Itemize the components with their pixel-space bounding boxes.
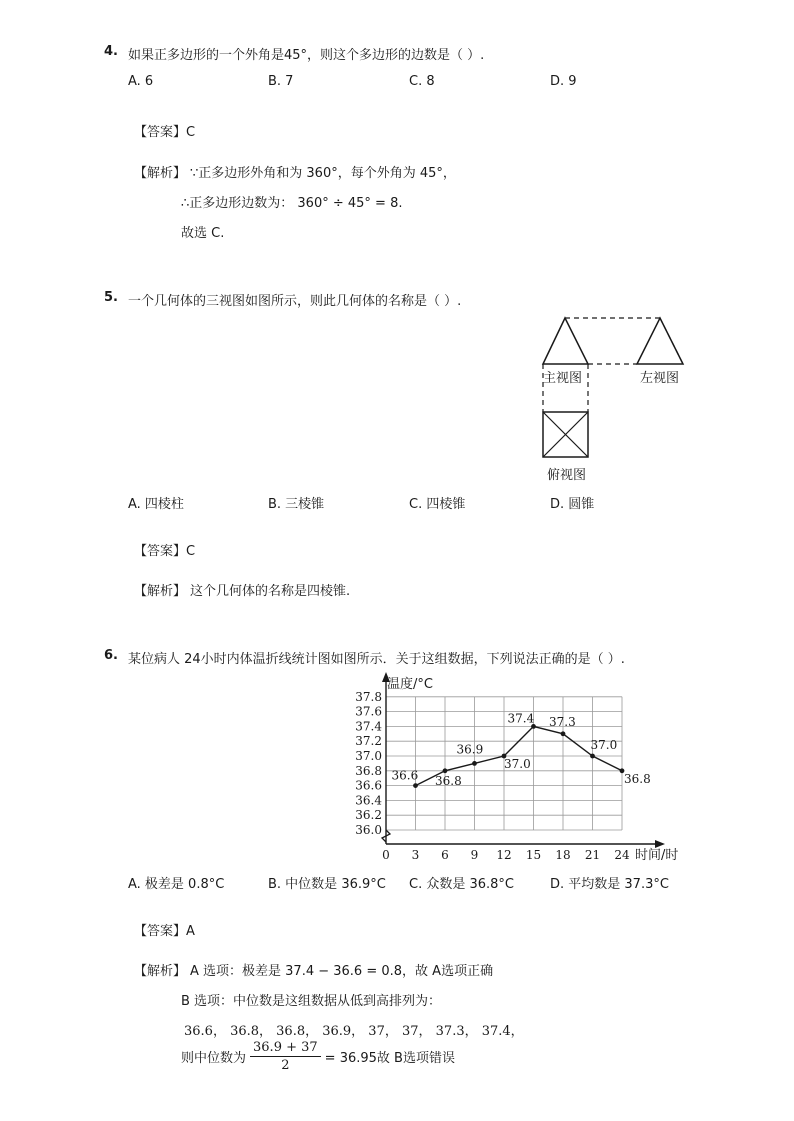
data-point: [472, 761, 477, 766]
q5-option-b: B. 三棱锥: [268, 497, 325, 512]
fraction-denominator: 2: [281, 1058, 290, 1073]
q6-analysis-line-1: A 选项：极差是 37.4 − 36.6 = 0.8，故 A选项正确: [190, 964, 494, 979]
x-tick-label: 6: [441, 848, 449, 862]
data-point: [561, 731, 566, 736]
chart-xlabel: 时间/时: [635, 848, 679, 863]
q6-option-c: C. 众数是 36.8°C: [409, 877, 514, 892]
x-tick-label: 24: [614, 848, 630, 862]
q4-analysis-line-3: 故选 C.: [181, 226, 225, 241]
answer-value: C: [186, 125, 196, 140]
x-tick-label: 0: [382, 848, 390, 862]
q6-option-d: D. 平均数是 37.3°C: [550, 877, 669, 892]
left-view-label: 左视图: [640, 371, 680, 386]
q5-analysis-tag: 【解析】: [134, 584, 187, 599]
data-label: 36.8: [624, 771, 651, 786]
data-label: 36.6: [391, 768, 419, 783]
q5-analysis-line-1: 这个几何体的名称是四棱锥.: [190, 584, 351, 599]
data-label: 37.3: [549, 714, 576, 729]
q6-answer: [134, 920, 195, 939]
y-tick-label: 36.2: [355, 808, 382, 823]
q6-number: 6.: [104, 648, 118, 663]
q6-analysis-line-3: 36.6， 36.8， 36.8， 36.9， 37， 37， 37.3， 37.4，: [184, 1024, 524, 1039]
median-prefix: 则中位数为: [181, 1051, 247, 1066]
top-view-label: 俯视图: [547, 468, 587, 483]
q4-option-c: C. 8: [409, 74, 435, 89]
q4-analysis-line-2: ∴正多边形边数为： 360° ÷ 45° = 8.: [181, 196, 403, 211]
q6-analysis-tag: 【解析】: [134, 964, 187, 979]
x-tick-label: 21: [584, 848, 601, 862]
q4-analysis-tag: 【解析】: [134, 166, 187, 181]
median-fraction: [250, 1040, 321, 1073]
q4-answer: [134, 121, 195, 140]
data-point: [413, 783, 418, 788]
answer-tag: 【答案】: [134, 544, 187, 559]
median-suffix: = 36.95故 B选项错误: [324, 1051, 455, 1066]
temperature-line-chart: [345, 668, 695, 868]
y-tick-label: 37.0: [355, 749, 382, 763]
answer-tag: 【答案】: [134, 125, 187, 140]
q4-option-a: A. 6: [128, 74, 154, 89]
x-tick-label: 18: [555, 848, 571, 862]
three-view-figure: [530, 310, 700, 490]
q5-question: 一个几何体的三视图如图所示，则此几何体的名称是（ ）.: [128, 294, 462, 309]
q4-question: 如果正多边形的一个外角是45°，则这个多边形的边数是（ ）.: [128, 48, 485, 63]
front-view-triangle: [543, 318, 588, 364]
y-tick-label: 36.4: [355, 793, 382, 808]
y-tick-label: 36.0: [355, 823, 382, 837]
y-tick-label: 37.8: [355, 689, 382, 704]
q5-option-c: C. 四棱锥: [409, 497, 466, 512]
y-tick-label: 36.8: [355, 763, 382, 778]
q6-question: 某位病人 24小时内体温折线统计图如图所示．关于这组数据，下列说法正确的是（ ）.: [128, 652, 625, 667]
q4-analysis-line-1: ∵正多边形外角和为 360°，每个外角为 45°，: [190, 166, 456, 181]
x-tick-label: 15: [525, 848, 542, 862]
data-label: 37.0: [504, 757, 531, 771]
x-tick-label: 12: [496, 848, 512, 862]
q6-option-b: B. 中位数是 36.9°C: [268, 877, 386, 892]
q6-option-a: A. 极差是 0.8°C: [128, 877, 225, 892]
y-tick-label: 37.2: [355, 734, 382, 749]
y-tick-label: 37.4: [355, 719, 382, 734]
q5-option-d: D. 圆锥: [550, 497, 595, 512]
answer-value: A: [186, 924, 195, 939]
answer-value: C: [186, 544, 196, 559]
q4-option-d: D. 9: [550, 74, 577, 89]
data-label: 37.4: [507, 711, 535, 726]
q5-answer: [134, 540, 195, 559]
x-tick-label: 9: [470, 848, 479, 862]
y-tick-label: 37.6: [355, 704, 382, 719]
data-point: [590, 754, 595, 759]
x-axis-arrow: [655, 840, 665, 848]
front-view-label: 主视图: [543, 371, 583, 386]
left-view-triangle: [637, 318, 683, 364]
answer-tag: 【答案】: [134, 924, 187, 939]
q5-number: 5.: [104, 290, 118, 305]
chart-ylabel: 温度/°C: [387, 677, 433, 692]
q5-option-a: A. 四棱柱: [128, 497, 184, 512]
q4-number: 4.: [104, 44, 118, 59]
q4-option-b: B. 7: [268, 74, 294, 89]
data-label: 37.0: [590, 738, 618, 752]
y-tick-label: 36.6: [355, 778, 382, 793]
x-tick-label: 3: [411, 848, 420, 862]
fraction-numerator: 36.9 + 37: [250, 1040, 321, 1057]
q6-median-line: [181, 1040, 455, 1073]
q6-analysis-line-2: B 选项：中位数是这组数据从低到高排列为：: [181, 994, 442, 1009]
data-label: 36.9: [456, 742, 484, 757]
data-point: [443, 768, 448, 773]
data-label: 36.8: [435, 773, 462, 788]
